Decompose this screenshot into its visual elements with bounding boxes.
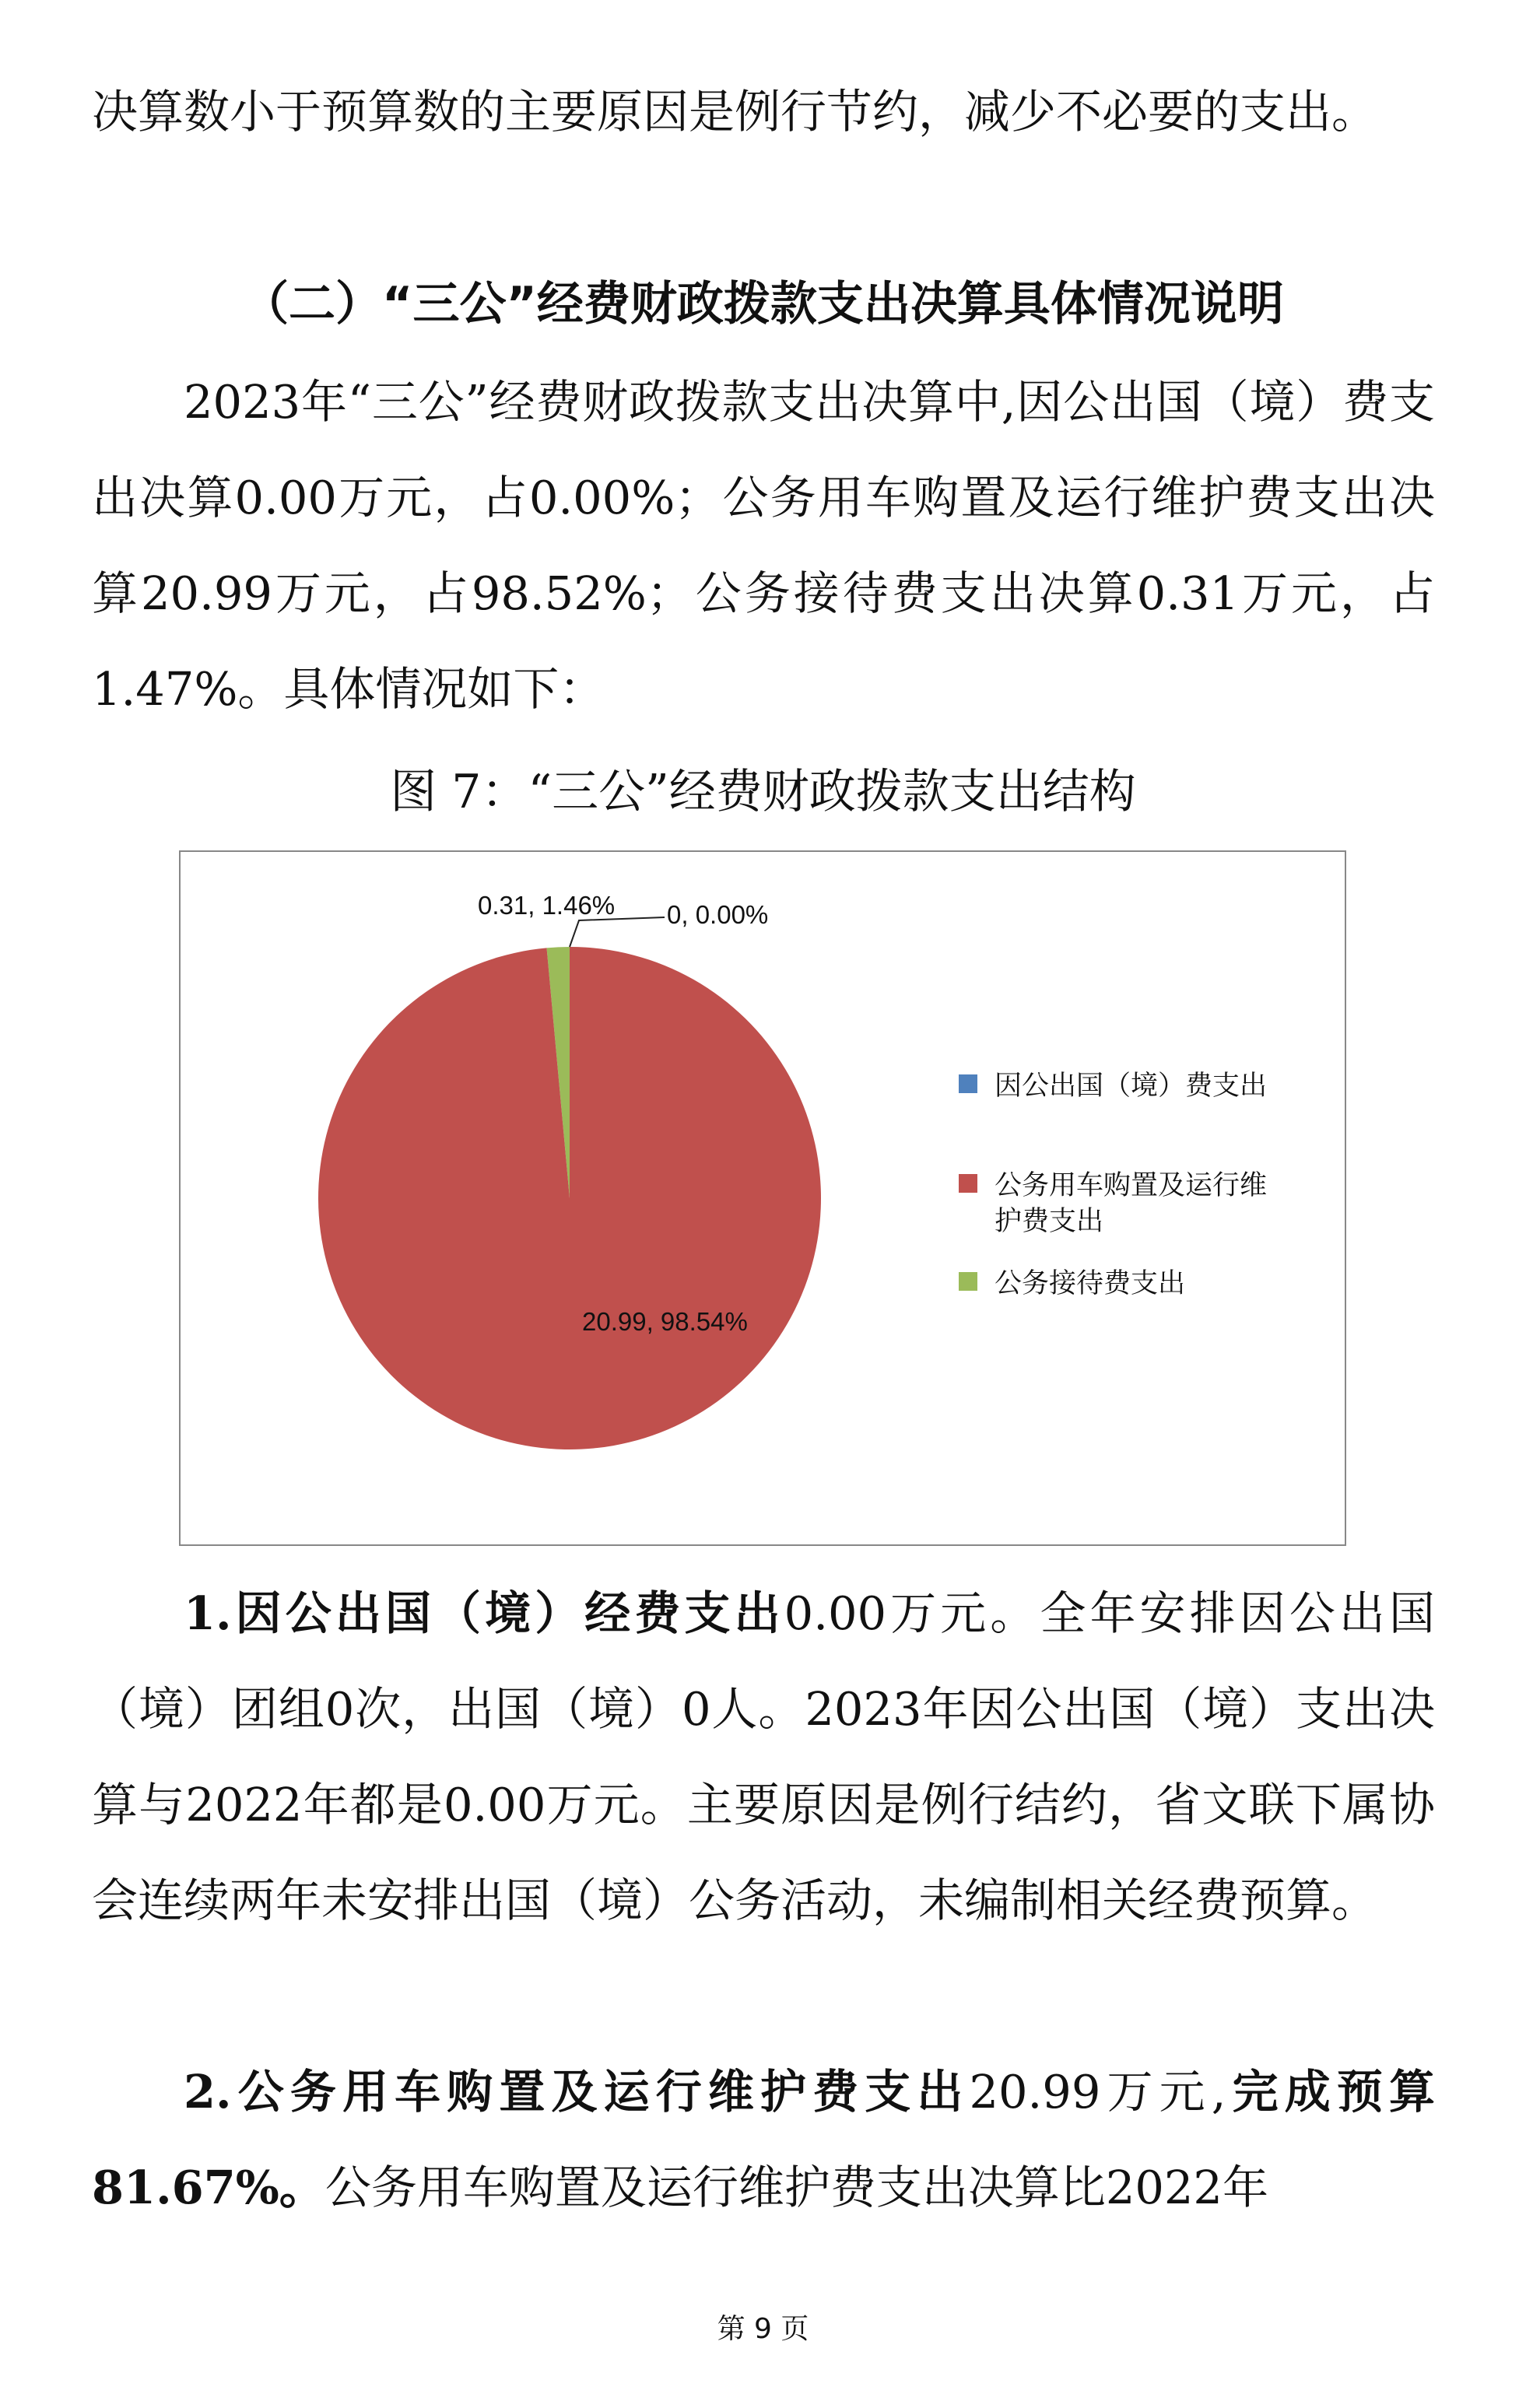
paragraph-4 — [92, 2044, 1435, 2235]
legend-label-1: 因公出国（境）费支出 — [995, 1071, 1268, 1102]
legend-label-2: 护费支出 — [995, 1206, 1104, 1237]
legend-label-3: 公务接待费支出 — [995, 1268, 1186, 1299]
pie-slice-2 — [318, 947, 821, 1449]
paragraph-1: 决算数小于预算数的主要原因是例行节约，减少不必要的支出。 — [92, 85, 1378, 138]
legend-swatch-3 — [959, 1272, 977, 1291]
data-label-vehicle: 20.99, 98.54% — [582, 1307, 748, 1336]
item-2-text: 公务用车购置及运行维护费支出决算比2022年 — [324, 2161, 1268, 2214]
page-number: 第 9 页 — [717, 2313, 809, 2345]
item-2-heading: 2.公务用车购置及运行维护费支出 — [184, 2065, 970, 2119]
paragraph-2: 2023年“三公”经费财政拨款支出决算中,因公出国（境）费支出决算0.00万元，占0.00%；公务用车购置及运行维护费支出决算20.99万元，占98.52%；公务接待费支出决算0.31万元，占1.47%。具体情况如下： — [92, 375, 1435, 716]
figure-caption: 图 7：“三公”经费财政拨款支出结构 — [390, 765, 1136, 819]
legend-swatch-1 — [959, 1074, 977, 1093]
item-1-heading: 1.因公出国（境）经费支出 — [184, 1586, 784, 1640]
section-heading: （二）“三公”经费财政拨款支出决算具体情况说明 — [242, 277, 1284, 331]
pie-chart-frame — [179, 850, 1346, 1546]
legend-swatch-2 — [959, 1174, 977, 1193]
pie-chart — [181, 852, 1345, 1544]
data-label-travel: 0, 0.00% — [667, 900, 769, 929]
legend-label-2: 公务用车购置及运行维 — [995, 1170, 1268, 1201]
leader-line — [570, 917, 665, 947]
item-2-completion: 完成预算81.67%。 — [92, 2065, 1435, 2214]
paragraph-3 — [92, 1565, 1435, 1948]
item-1-text: 0.00万元。全年安排因公出国（境）团组0次，出国（境）0人。2023年因公出国（境）支出决算与2022年都是0.00万元。主要原因是例行结约，省文联下属协会连续两年未安排出国（境）公务活动，未编制相关经费预算。 — [92, 1586, 1435, 1927]
data-label-reception: 0.31, 1.46% — [478, 891, 616, 920]
item-2-amount: 20.99万元, — [969, 2065, 1226, 2119]
